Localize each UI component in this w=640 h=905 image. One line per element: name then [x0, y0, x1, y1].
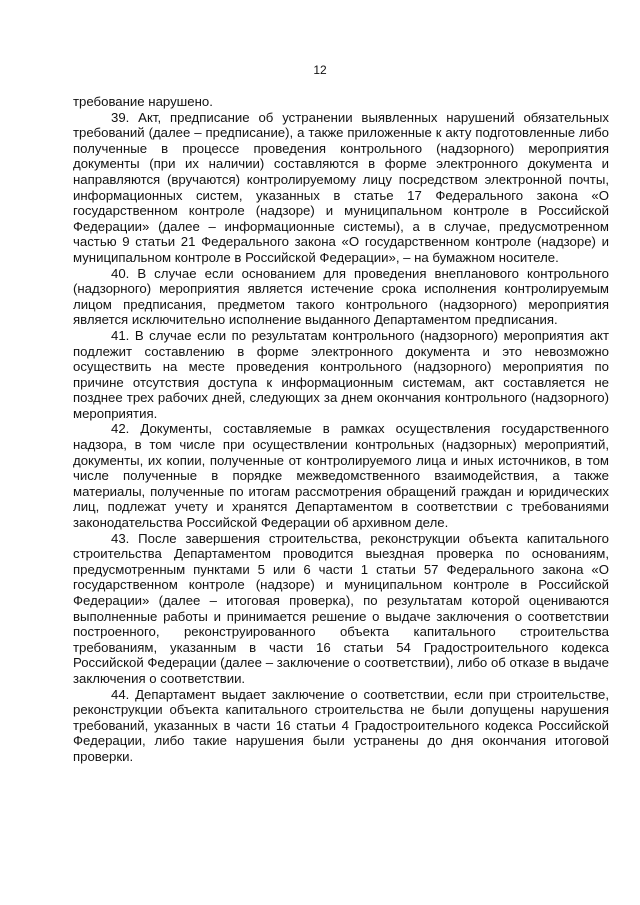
- paragraph-42: 42. Документы, составляемые в рамках осуществления государственного надзора, в том числе при осуществлении контрольных (надзорных) мероприятий, документы, их копии, полученные от контролируемого лица и иных источников, в том числе полученные в порядке межведомственного взаимодействия, а также материалы, полученные по итогам рассмотрения обращений граждан и юридических лиц, подлежат учету и хранятся Департаментом в соответствии с требованиями законодательства Российской Федерации об архивном деле.: [73, 421, 609, 531]
- paragraph-41: 41. В случае если по результатам контрольного (надзорного) мероприятия акт подлежит составлению в форме электронного документа и это невозможно осуществить на месте проведения контрольного (надзорного) мероприятия по причине отсутствия доступа к информационным системам, акт составляется не позднее трех рабочих дней, следующих за днем окончания контрольного (надзорного) мероприятия.: [73, 327, 609, 421]
- paragraph-40: 40. В случае если основанием для проведения внепланового контрольного (надзорного) мероприятия является истечение срока исполнения контролируемым лицом предписания, предметом такого контрольного (надзорного) мероприятия является исключительно исполнение выданного Департаментом предписания.: [73, 265, 609, 328]
- paragraph-44: 44. Департамент выдает заключение о соответствии, если при строительстве, реконструкции объекта капитального строительства не были допущены нарушения требований, указанных в части 16 статьи 4 Градостроительного кодекса Российской Федерации, либо такие нарушения были устранены до дня окончания итоговой проверки.: [73, 686, 609, 764]
- paragraph-continuation: требование нарушено.: [73, 94, 213, 109]
- document-body: [73, 94, 609, 765]
- paragraph-43: 43. После завершения строительства, реконструкции объекта капитального строительства Департаментом проводится выездная проверка по основаниям, предусмотренным пунктами 5 или 6 части 1 статьи 57 Федерального закона «О государственном контроле (надзоре) и муниципальном контроле в Российской Федерации» (далее – итоговая проверка), по результатам которой оцениваются выполненные работы и принимается решение о выдаче заключения о соответствии построенного, реконструированного объекта капитального строительства требованиям, указанным в части 16 статьи 54 Градостроительного кодекса Российской Федерации (далее – заключение о соответствии), либо об отказе в выдаче заключения о соответствии.: [73, 530, 609, 686]
- paragraph-39: 39. Акт, предписание об устранении выявленных нарушений обязательных требований (далее – предписание), а также приложенные к акту подготовленные либо полученные в процессе проведения контрольного (надзорного) мероприятия документы (при их наличии) составляются в форме электронного документа и направляются (вручаются) контролируемому лицу посредством электронной почты, информационных систем, указанных в статье 17 Федерального закона «О государственном контроле (надзоре) и муниципальном контроле в Российской Федерации» (далее – информационные системы), а в случае, предусмотренном частью 9 статьи 21 Федерального закона «О государственном контроле (надзоре) и муниципальном контроле в Российской Федерации», – на бумажном носителе.: [73, 109, 609, 265]
- page-number: 12: [313, 63, 327, 77]
